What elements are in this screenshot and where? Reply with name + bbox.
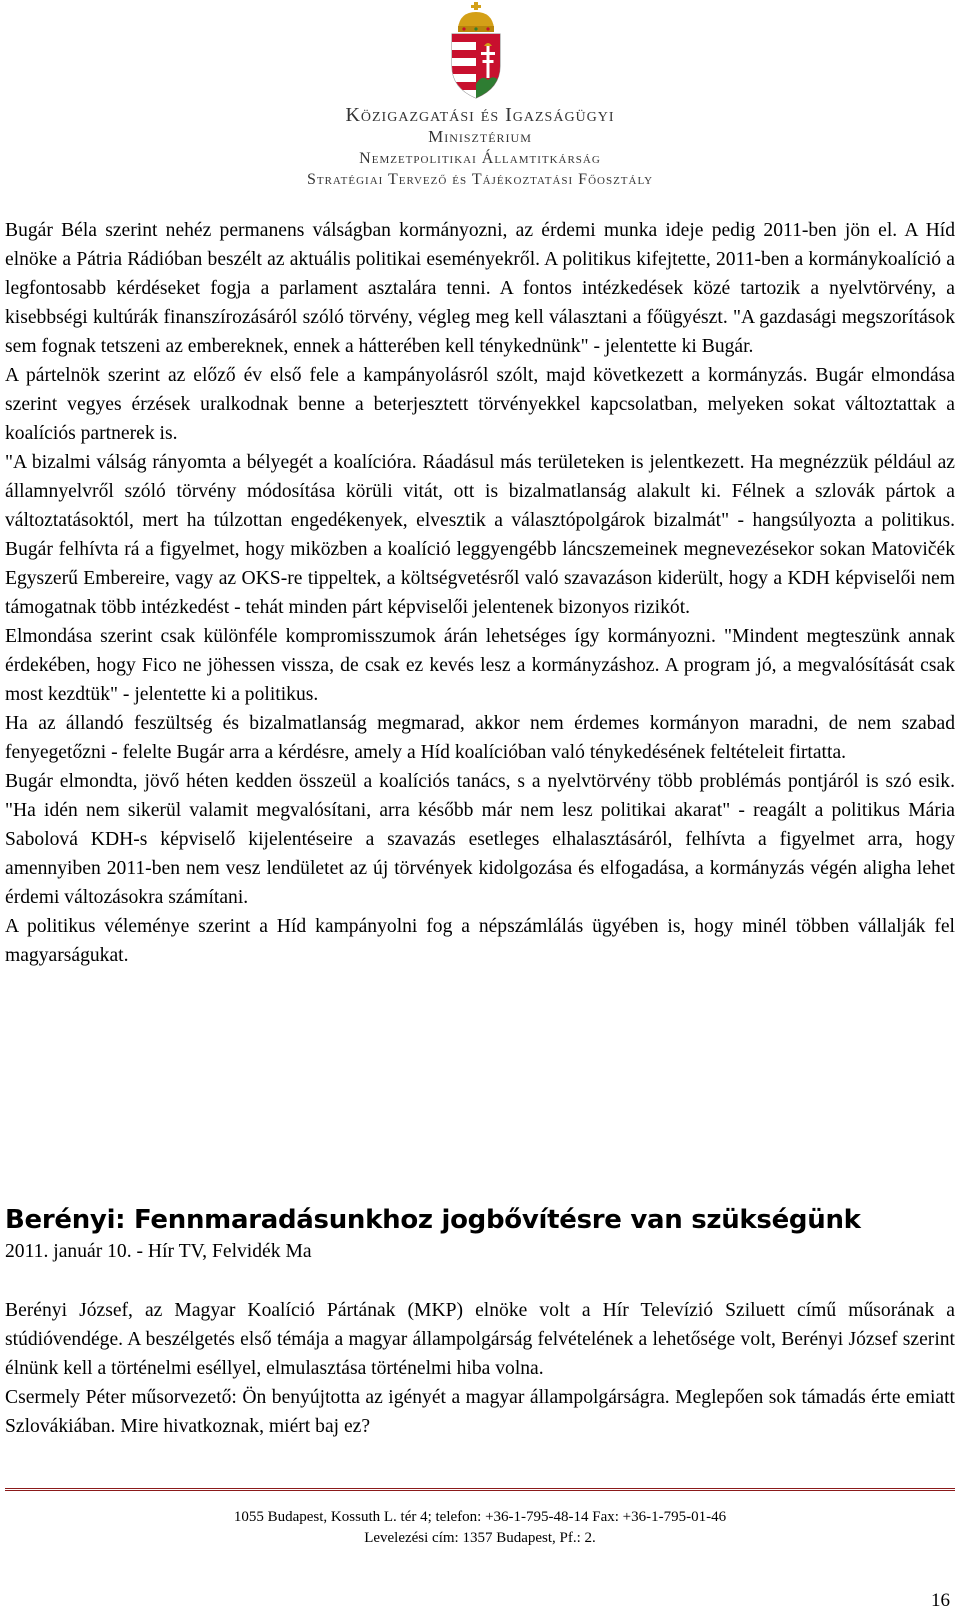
footer <box>0 1507 960 1549</box>
article-bugar <box>5 216 955 970</box>
ministry-line-3: Nemzetpolitikai Államtitkárság <box>359 150 601 167</box>
paragraph: Elmondása szerint csak különféle kompromisszumok árán lehetséges így kormányozni. "Mindent megteszünk annak érdekében, hogy Fico ne jöhessen vissza, de csak ez kevés lesz a kormányzáshoz. A program jó, a megvalósítását csak most kezdtük" - jelentette ki a politikus. <box>5 626 955 705</box>
paragraph: Ha az állandó feszültség és bizalmatlanság megmarad, akkor nem érdemes kormányon maradni, de nem szabad fenyegetőzni - felelte Bugár arra a kérdésre, amely a Híd koalícióban való ténykedésének feltételeit firtatta. <box>5 713 955 763</box>
footer-divider <box>5 1488 955 1491</box>
paragraph: Bugár elmondta, jövő héten kedden összeül a koalíciós tanács, s a nyelvtörvény több problémás pontjáról is szó esik. "Ha idén nem sikerül valamit megvalósítani, arra később már nem lesz politikai akarat" - reagált a politikus Mária Sabolová KDH-s képviselő kijelentéseire a szavazás esetleges elhalasztásáról, felhívta a figyelmet arra, hogy amennyiben 2011-ben nem vesz lendületet az új törvények kidolgozása és elfogadása, a kormányzás végén aligha lehet érdemi változásokra számítani. <box>5 771 955 908</box>
ministry-line-1: Közigazgatási és Igazságügyi <box>345 104 615 126</box>
paragraph: Berényi József, az Magyar Koalíció Pártának (MKP) elnöke volt a Hír Televízió Sziluett című műsorának a stúdióvendége. A beszélgetés első témája a magyar állampolgárság felvételének a lehetősége volt, Berényi József szerint élnünk kell a történelmi eséllyel, elmulasztása történelmi hiba volna. <box>5 1300 955 1379</box>
paragraph: Csermely Péter műsorvezető: Ön benyújtotta az igényét a magyar állampolgárságra. Meglepően sok támadás érte emiatt Szlovákiában. Mire hivatkoznak, miért baj ez? <box>5 1387 955 1437</box>
paragraph: A politikus véleménye szerint a Híd kampányolni fog a népszámlálás ügyében is, hogy minél többen vállalják fel magyarságukat. <box>5 916 955 966</box>
paragraph: A pártelnök szerint az előző év első fele a kampányolásról szólt, majd következett a kormányzás. Bugár elmondása szerint vegyes érzések uralkodnak benne a beterjesztett törvényekkel kapcsolatban, melyeken sokat változtattak a koalíciós partnerek is. <box>5 365 955 444</box>
hungarian-coat-of-arms-icon <box>440 2 512 100</box>
footer-address: 1055 Budapest, Kossuth L. tér 4; telefon: +36-1-795-48-14 Fax: +36-1-795-01-46 <box>233 1509 727 1525</box>
paragraph: "A bizalmi válság rányomta a bélyegét a koalícióra. Ráadásul más területeken is jelentkezett. Ha megnézzük például az államnyelvről szóló törvény módosítása körüli vitát, ott is bizalmatlanság alakult ki. Félnek a szlovák pártok a változtatásoktól, mert ha túlzottan engedékenyek, elvesztik a választópolgárok bizalmát" - hangsúlyozta a politikus. Bugár felhívta rá a figyelmet, hogy miközben a koalíció leggyengébb láncszemeinek megnevezésekor sokan Matovičék Egyszerű Embereire, vagy az OKS-re tippeltek, a költségvetésről való szavazáson kiderült, hogy a KDH képviselői nem támogatnak több intézkedést - tehát minden párt képviselői jelentenek bizonyos rizikót. <box>5 452 955 618</box>
footer-mailing-address: Levelezési cím: 1357 Budapest, Pf.: 2. <box>364 1530 596 1546</box>
ministry-name <box>0 104 960 190</box>
page-number: 16 <box>931 1590 950 1611</box>
letterhead <box>0 0 960 200</box>
ministry-line-4: Stratégiai Tervező és Tájékoztatási Főosztály <box>306 171 654 188</box>
article-berenyi <box>5 1203 955 1441</box>
article-title: Berényi: Fennmaradásunkhoz jogbővítésre van szükségünk <box>5 1205 861 1235</box>
paragraph: Bugár Béla szerint nehéz permanens válságban kormányozni, az érdemi munka ideje pedig 2011-ben jön el. A Híd elnöke a Pátria Rádióban beszélt az aktuális politikai eseményekről. A politikus kifejtette, 2011-ben a kormánykoalíció a legfontosabb kérdéseket fogja a parlament asztalára tenni. A fontos intézkedések közé tartozik a nyelvtörvény, a kisebbségi kultúrák finanszírozásáról szóló törvény, végleg meg kell választani a főügyészt. "A gazdasági megszorítások sem fognak tetszeni az embereknek, ennek a hátterében kell ténykednünk" - jelentette ki Bugár. <box>5 220 955 357</box>
ministry-line-2: Minisztérium <box>428 127 532 146</box>
article-date-source: 2011. január 10. - Hír TV, Felvidék Ma <box>5 1241 312 1262</box>
